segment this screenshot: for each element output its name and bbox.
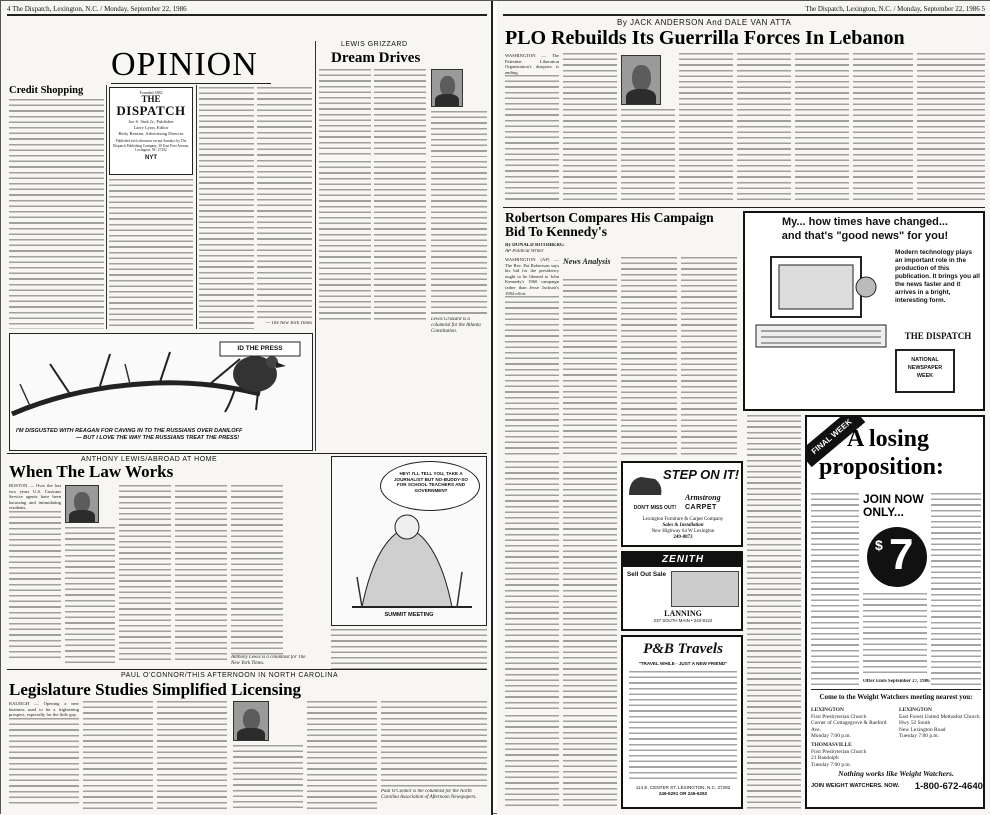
nyt-badge: NYT (145, 154, 157, 161)
robertson-dateline: WASHINGTON (AP) — The Rev. Pat Robertson says his bid for the presidency ought to be likened to John Kennedy's 1960 campaign rather than Jesse Jackson's 1984 effort. (505, 257, 559, 457)
armstrong-headline: STEP ON IT! (663, 467, 740, 482)
oconnor-body-5 (307, 701, 377, 809)
robertson-body-7 (505, 715, 559, 809)
travel-headline: P&B Travels (643, 641, 723, 657)
oconnor-tagline: Paul O'Connor is the columnist for the North Carolina Association of Afternoon Newspapers. (381, 789, 477, 800)
robertson-byline: By DONALD ROTHBERG (505, 243, 564, 248)
editorial-cartoon (9, 333, 313, 451)
editorial-body-2 (109, 179, 193, 329)
ww-final-week: FINAL WEEK (805, 415, 865, 467)
ww-headline-2: proposition: (819, 455, 944, 480)
grizzard-body-6 (431, 161, 487, 315)
section-title-rule (111, 83, 271, 84)
plo-dateline: WASHINGTON — The Palestine Liberation Organization's diaspora is ending. (505, 53, 559, 203)
ww-body-2 (931, 493, 981, 689)
lewis-kicker: ANTHONY LEWIS/ABROAD AT HOME (81, 456, 218, 463)
grizzard-body-4 (319, 161, 371, 321)
editorial-source: — The New York Times (265, 321, 312, 326)
summit-caption: SUMMIT MEETING (384, 612, 434, 618)
cartoon-banner: ID THE PRESS (237, 345, 283, 352)
lewis-photo (65, 485, 99, 523)
grizzard-photo (431, 69, 463, 107)
summit-balloon: HEY! I'LL TELL YOU, TAKE A JOURNALIST BUT NO-BUDDY-SO FOR SCHOOL TEACHERS AND GOVERNMENT (393, 471, 468, 493)
masthead-adv: Betty Benson, Advertising Director (118, 131, 184, 136)
robertson-body-2 (563, 279, 617, 457)
zenith-sale: Sell Out Sale (627, 571, 667, 578)
zenith-brand: ZENITH (623, 553, 743, 567)
nie-headline-2: and that's "good news" for you! (781, 230, 949, 242)
travel-listings (629, 671, 737, 781)
summit-cartoon (331, 456, 487, 626)
editorial-body-4 (257, 87, 312, 319)
ww-price-dollar: $ (875, 537, 883, 553)
masthead-editor: Larry Lyon, Editor (133, 125, 169, 130)
grizzard-body-3 (431, 111, 487, 157)
grizzard-body-2 (374, 69, 426, 157)
lewis-body-3 (119, 485, 171, 663)
nie-illustration (751, 247, 891, 357)
plo-headline: PLO Rebuilds Its Guerrilla Forces In Lebanon (505, 28, 905, 49)
armstrong-store: Lexington Furniture & Carpet Company Sales & Installation New Highway 64 W Lexington 249-0873 (642, 517, 724, 540)
editorial-body-3 (199, 87, 254, 329)
plo-body-6 (795, 53, 849, 203)
masthead-founded: Founded 1882 (139, 90, 163, 95)
armstrong-ad (621, 461, 743, 547)
grizzard-headline: Dream Drives (331, 51, 421, 66)
travel-contact: 114 E. CENTER ST. LEXINGTON, N.C. 27292 246-6291 OR 246-6292 (635, 785, 731, 796)
ww-price: 7 (889, 530, 914, 579)
nie-badge: NATIONAL NEWSPAPER WEEK (895, 349, 955, 393)
zenith-store: LANNING (664, 609, 702, 618)
robertson-byline-2: AP Political Writer (505, 249, 544, 254)
ww-price-badge (867, 527, 927, 587)
ww-offer-ends: Offer Ends September 27, 1986 (863, 679, 930, 684)
ww-brand: JOIN WEIGHT WATCHERS. NOW. (811, 783, 900, 789)
plo-byline: By JACK ANDERSON And DALE VAN ATTA (617, 18, 792, 27)
robertson-body-5 (505, 461, 559, 711)
oconnor-body-3 (157, 701, 227, 809)
ww-headline-1: A losing (847, 427, 930, 452)
robertson-body-8 (563, 715, 617, 809)
zenith-ad (621, 551, 743, 631)
masthead-address: Published each afternoon except Sundays by The Dispatch Publishing Company, 30 East First Avenue, Lexington, NC 27292 (112, 139, 190, 153)
nie-ad (743, 211, 985, 411)
oconnor-dateline: RALEIGH — Opening a new business used to be a frightening prospect, especially for the little guy. (9, 701, 79, 809)
plo-body-8 (917, 53, 985, 203)
section-title: OPINION (111, 47, 258, 83)
robertson-body-4 (681, 257, 737, 457)
nie-logo: THE DISPATCH (904, 331, 972, 341)
weight-watchers-ad (805, 415, 985, 809)
plo-photo (621, 55, 661, 105)
ww-location-1: LEXINGTON First Presbyterian Church Corner of Cottagegrove & Raeford Ave. Monday 7:00 p.m. THOMASVILLE First Presbyterian Church 21 Randolph Tuesday 7:00 p.m. (811, 707, 887, 768)
masthead-name: DISPATCH (116, 103, 186, 118)
lewis-headline: When The Law Works (9, 463, 174, 481)
lewis-body-5 (231, 485, 283, 655)
armstrong-brand: Armstrong (685, 493, 721, 502)
left-folio: 4 The Dispatch, Lexington, N.C. / Monday, September 22, 1986 (7, 5, 187, 13)
robertson-body-3 (621, 257, 677, 457)
shoe-illustration (625, 465, 665, 505)
armstrong-carpet: CARPET (685, 504, 717, 511)
oconnor-body-6 (381, 701, 487, 787)
tv-image (671, 571, 739, 607)
ww-body-1 (811, 493, 859, 689)
ww-coupon (863, 593, 927, 673)
right-folio: The Dispatch, Lexington, N.C. / Monday, September 22, 1986 5 (805, 5, 985, 13)
plo-body-5 (737, 53, 791, 203)
ww-location-3: LEXINGTON East Forest United Methodist Church Hwy 52 South New Lexington Road Tuesday 7:00 p.m. (899, 707, 980, 740)
oconnor-body-2 (83, 701, 153, 809)
robertson-body-6 (563, 461, 617, 711)
grizzard-body-5 (374, 161, 426, 321)
robertson-headline: Robertson Compares His Campaign Bid To Kennedy's (505, 211, 714, 240)
masthead-publisher: Joe S. Sink Jr., Publisher (128, 119, 174, 124)
masthead-the: THE (141, 94, 161, 104)
oconnor-kicker: PAUL O'CONNOR/THIS AFTERNOON IN NORTH CAROLINA (121, 672, 339, 679)
top-rule (7, 14, 487, 16)
ww-come-to: Come to the Weight Watchers meeting nearest you: (819, 693, 973, 701)
zenith-address: 237 SOUTH MAIN • 243-9122 (653, 618, 713, 623)
summit-drawing (332, 457, 487, 626)
plo-body-2 (563, 53, 617, 203)
lewis-body-4 (175, 485, 227, 663)
travel-ad (621, 635, 743, 809)
editorial-headline: Credit Shopping (9, 85, 84, 96)
nie-headline-1: My... how times have changed... (781, 216, 949, 228)
plo-body-3 (621, 109, 675, 203)
robertson-analysis-label: News Analysis (563, 257, 611, 266)
armstrong-dont-miss: DON'T MISS OUT! (633, 505, 677, 511)
oconnor-photo (233, 701, 269, 741)
robertson-body-9 (747, 415, 801, 809)
ww-slogan: Nothing works like Weight Watchers. (838, 769, 954, 778)
lewis-tagline: Anthony Lewis is a columnist for The New York Times. (231, 655, 306, 666)
masthead-box (109, 87, 193, 175)
grizzard-body-1 (319, 69, 371, 157)
plo-body-4 (679, 53, 733, 203)
cartoon-caption: I'M DISGUSTED WITH REAGAN FOR CAVING IN TO THE RUSSIANS OVER DANILOFF — BUT I LOVE THE WAY THE RUSSIANS TREAT THE PRESS! (16, 428, 243, 441)
grizzard-tagline: Lewis Grizzard is a columnist for the Atlanta Constitution. (431, 317, 481, 334)
grizzard-kicker: LEWIS GRIZZARD (341, 41, 408, 48)
ww-join-now: JOIN NOW ONLY... (863, 493, 924, 519)
editorial-body (9, 99, 104, 329)
right-page (497, 1, 990, 815)
left-page (1, 1, 493, 815)
plo-body-7 (853, 53, 913, 203)
lewis-body-2 (65, 527, 115, 663)
ww-phone: 1-800-672-4640 (914, 781, 983, 792)
oconnor-headline: Legislature Studies Simplified Licensing (9, 681, 302, 699)
oconnor-body-4 (233, 745, 303, 809)
lewis-body-6 (331, 629, 487, 669)
nie-body: Modern technology plays an important role in the production of this publication. It brings you all the news faster and it arrives in a bright, interesting form. (895, 249, 980, 304)
travel-tagline: "TRAVEL WHILE - JUST A NEW FRIEND" (638, 661, 728, 666)
lewis-dateline: BOSTON — Over the last two years U.S. Customs Service agents have been harassing and intimidating residents, (9, 483, 61, 663)
